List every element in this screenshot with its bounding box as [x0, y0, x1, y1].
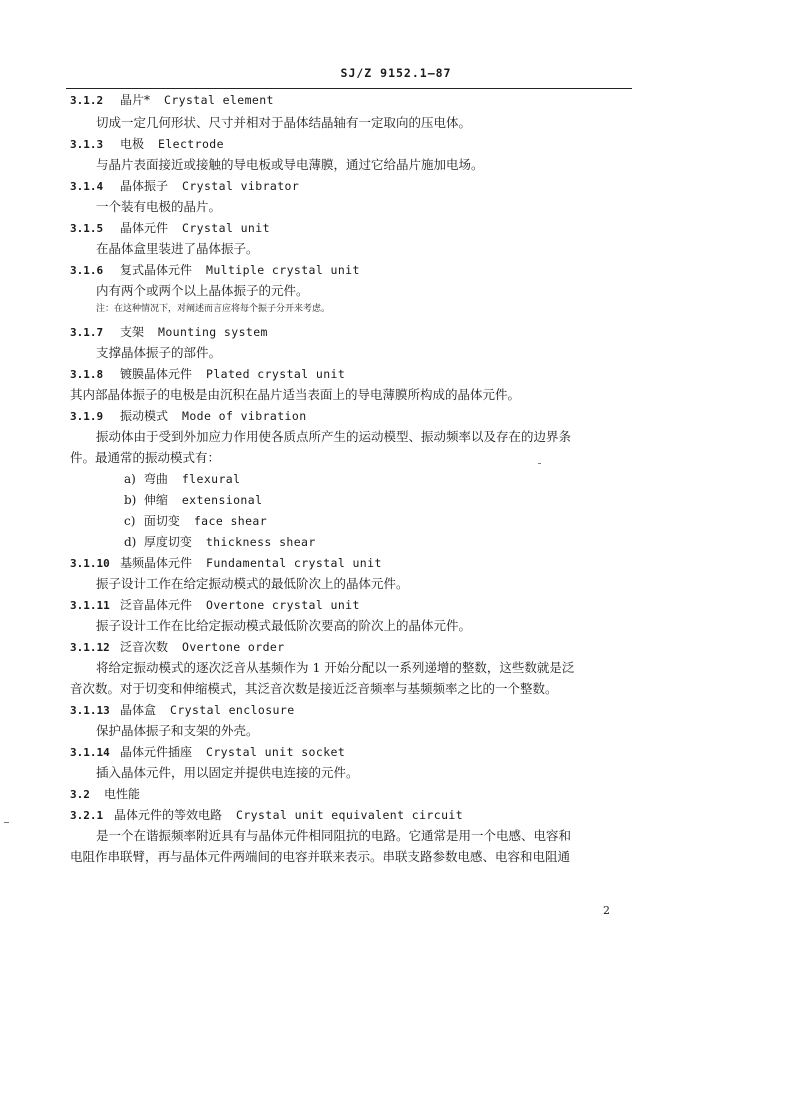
term-en: Crystal unit	[182, 221, 270, 235]
term-zh: 晶体元件插座	[120, 745, 193, 759]
term-definition: 在晶体盒里装进了晶体振子。	[96, 241, 259, 256]
term-heading	[70, 366, 345, 383]
term-definition-continued: 件。最通常的振动模式有：	[70, 450, 221, 465]
term-heading	[70, 408, 307, 425]
term-zh: 晶片*	[120, 93, 151, 107]
term-zh: 振动模式	[120, 409, 169, 423]
term-number: 3.2.1	[70, 809, 104, 822]
term-heading	[70, 92, 274, 109]
term-definition-continued: 电阻作串联臂，再与晶体元件两端间的电容并联来表示。串联支路参数电感、电容和电阻通	[70, 849, 571, 864]
term-number: 3.1.11	[70, 599, 110, 612]
section-heading	[70, 786, 154, 803]
term-heading	[70, 807, 463, 824]
term-number: 3.1.14	[70, 746, 110, 759]
term-heading	[70, 220, 270, 237]
term-heading	[70, 324, 268, 341]
standard-code: SJ/Z 9152.1—87	[340, 66, 452, 80]
term-number: 3.1.13	[70, 704, 110, 717]
mode-zh: 弯曲	[143, 472, 168, 486]
term-definition: 与晶片表面接近或接触的导电板或导电薄膜，通过它给晶片施加电场。	[96, 157, 484, 172]
term-definition: 切成一定几何形状、尺寸并相对于晶体结晶轴有一定取向的压电体。	[96, 115, 472, 130]
term-heading	[70, 639, 285, 656]
term-en: Multiple crystal unit	[206, 263, 360, 277]
term-definition: 插入晶体元件，用以固定并提供电连接的元件。	[96, 765, 359, 780]
section-number: 3.2	[70, 788, 90, 801]
term-heading	[70, 262, 360, 279]
term-en: Electrode	[158, 137, 224, 151]
term-definition: 将给定振动模式的逐次泛音从基频作为 1 开始分配以一系列递增的整数，这些数就是泛	[96, 660, 575, 675]
term-heading	[70, 744, 345, 761]
term-zh: 镀膜晶体元件	[120, 367, 193, 381]
term-zh: 晶体元件	[120, 221, 169, 235]
term-heading	[70, 178, 299, 195]
term-number: 3.1.7	[70, 326, 104, 339]
mode-letter: c)	[124, 514, 136, 528]
term-definition-continued: 音次数。对于切变和伸缩模式，其泛音次数是接近泛音频率与基频频率之比的一个整数。	[70, 681, 558, 696]
term-note: 注：在这种情况下，对阐述而言应将每个振子分开来考虑。	[96, 304, 331, 314]
term-heading	[70, 702, 295, 719]
term-number: 3.1.2	[70, 94, 104, 107]
term-zh: 晶体盒	[120, 703, 157, 717]
term-en: Mounting system	[158, 325, 268, 339]
term-definition: 内有两个或两个以上晶体振子的元件。	[96, 283, 309, 298]
term-number: 3.1.5	[70, 222, 104, 235]
mode-letter: a)	[124, 472, 136, 486]
mode-en: face shear	[193, 514, 268, 528]
term-definition: 保护晶体振子和支架的外壳。	[96, 723, 259, 738]
term-heading	[70, 597, 360, 614]
mode-item	[124, 492, 262, 508]
mode-item	[124, 534, 316, 550]
term-number: 3.1.6	[70, 264, 104, 277]
term-zh: 支架	[120, 325, 145, 339]
term-definition: 其内部晶体振子的电极是由沉积在晶片适当表面上的导电薄膜所构成的晶体元件。	[70, 387, 521, 402]
scan-speck	[4, 822, 9, 823]
term-zh: 晶体振子	[120, 179, 169, 193]
mode-item	[124, 513, 267, 529]
term-number: 3.1.8	[70, 368, 104, 381]
mode-en: extensional	[181, 493, 263, 507]
scan-speck	[538, 463, 541, 464]
term-zh: 晶体元件的等效电路	[114, 808, 223, 822]
term-number: 3.1.4	[70, 180, 104, 193]
term-en: Overtone crystal unit	[206, 598, 360, 612]
term-en: Crystal unit socket	[206, 745, 346, 759]
term-en: Crystal element	[164, 93, 274, 107]
term-definition: 振子设计工作在给定振动模式的最低阶次上的晶体元件。	[96, 576, 409, 591]
term-zh: 基频晶体元件	[120, 556, 193, 570]
term-definition: 一个装有电极的晶片。	[96, 199, 222, 214]
term-definition: 振子设计工作在比给定振动模式最低阶次要高的阶次上的晶体元件。	[96, 618, 472, 633]
term-en: Crystal vibrator	[182, 179, 300, 193]
mode-item	[124, 471, 240, 487]
mode-letter: b)	[124, 493, 137, 507]
term-definition: 是一个在谐振频率附近具有与晶体元件相同阻抗的电路。它通常是用一个电感、电容和	[96, 828, 572, 843]
term-zh: 复式晶体元件	[120, 263, 193, 277]
term-number: 3.1.3	[70, 138, 104, 151]
term-zh: 泛音次数	[120, 640, 169, 654]
term-zh: 泛音晶体元件	[120, 598, 193, 612]
mode-en: flexural	[181, 472, 241, 486]
term-zh: 电极	[120, 137, 145, 151]
term-en: Mode of vibration	[182, 409, 307, 423]
term-en: Overtone order	[182, 640, 285, 654]
term-number: 3.1.12	[70, 641, 110, 654]
term-en: Plated crystal unit	[206, 367, 346, 381]
mode-zh: 厚度切变	[143, 535, 192, 549]
section-title: 电性能	[104, 787, 141, 801]
term-heading	[70, 136, 224, 153]
term-en: Crystal enclosure	[170, 703, 295, 717]
term-number: 3.1.9	[70, 410, 104, 423]
header-rule	[66, 88, 632, 89]
term-definition: 振动体由于受到外加应力作用使各质点所产生的运动模型、振动频率以及存在的边界条	[96, 429, 572, 444]
mode-zh: 面切变	[143, 514, 180, 528]
term-definition: 支撑晶体振子的部件。	[96, 345, 222, 360]
page-number: 2	[603, 904, 610, 917]
term-number: 3.1.10	[70, 557, 110, 570]
mode-zh: 伸缩	[143, 493, 168, 507]
term-en: Crystal unit equivalent circuit	[236, 808, 464, 822]
mode-letter: d)	[124, 535, 137, 549]
mode-en: thickness shear	[205, 535, 316, 549]
term-heading	[70, 555, 382, 572]
term-en: Fundamental crystal unit	[206, 556, 382, 570]
